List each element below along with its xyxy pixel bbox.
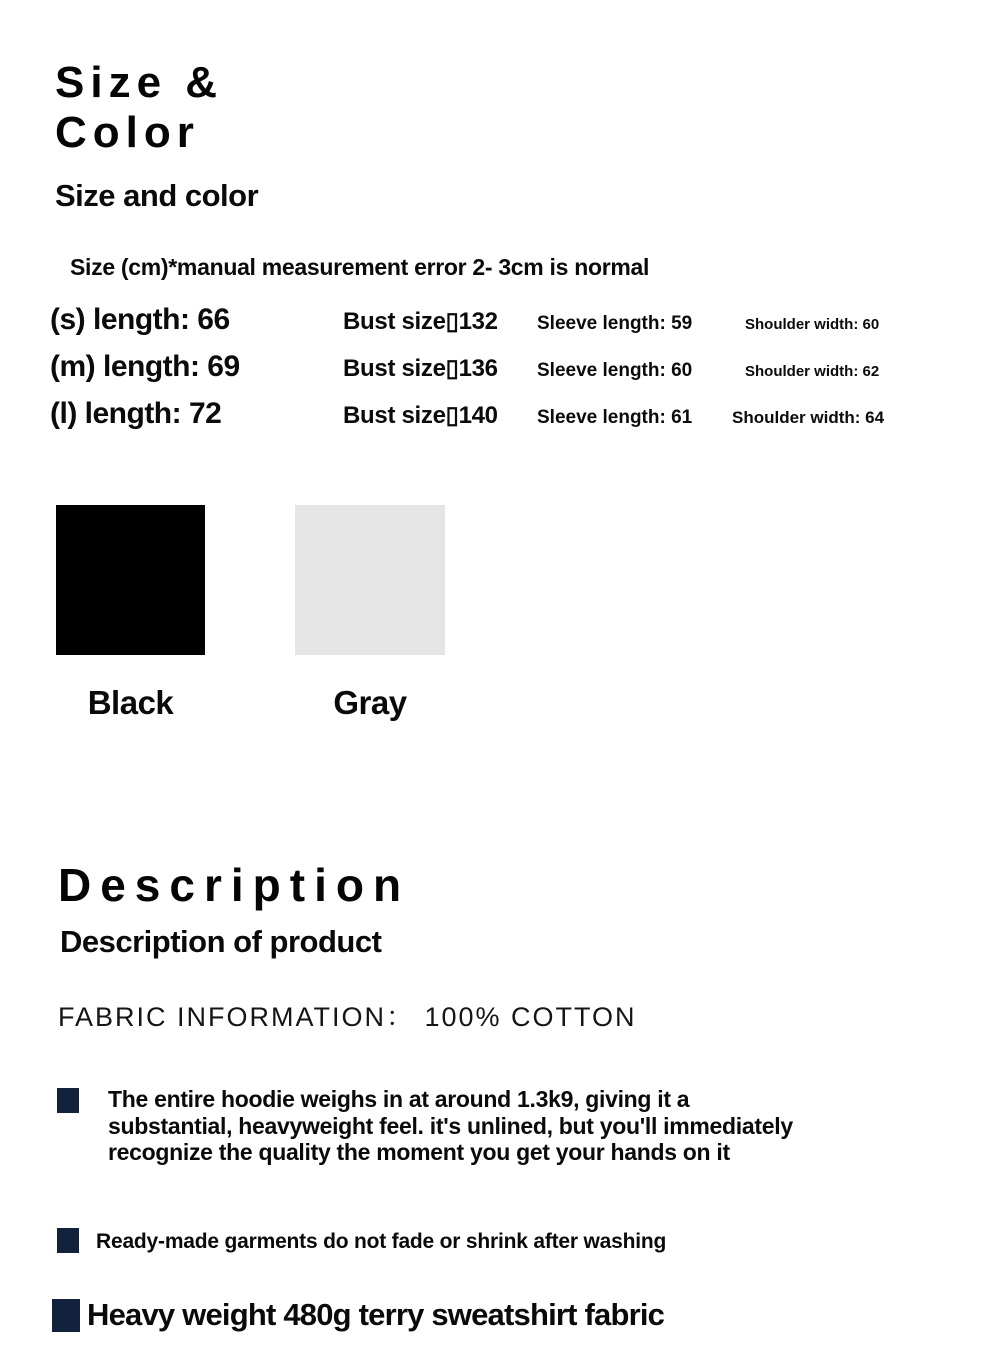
bust-size-value: Bust size▯140 — [343, 402, 498, 429]
bullet-line: substantial, heavyweight feel. it's unlined, but you'll immediately — [108, 1112, 793, 1139]
bullet-line: The entire hoodie weighs in at around 1.3k9, giving it a — [108, 1086, 690, 1112]
shoulder-width-value: Shoulder width: 64 — [732, 408, 885, 427]
bullet-line: recognize the quality the moment you get your hands on it — [108, 1139, 730, 1165]
shoulder-width-value: Shoulder width: 62 — [745, 363, 880, 380]
bullet-weight-description — [108, 1086, 938, 1166]
color-swatch-black — [56, 505, 205, 655]
description-section-title: Description — [58, 859, 411, 911]
fabric-information: FABRIC INFORMATION： 100% COTTON — [58, 1002, 637, 1032]
bullet-square-icon — [57, 1228, 79, 1253]
sleeve-length-value: Sleeve length: 61 — [537, 407, 693, 428]
size-color-title-line2: Color — [55, 108, 200, 157]
measurement-note: Size (cm)*manual measurement error 2- 3cm is normal — [70, 254, 650, 280]
bullet-square-icon — [52, 1299, 80, 1332]
length-value: (s) length: 66 — [50, 303, 230, 336]
sleeve-length-value: Sleeve length: 60 — [537, 360, 693, 381]
size-color-section-title — [55, 58, 223, 158]
sleeve-length-value: Sleeve length: 59 — [537, 313, 693, 334]
size-color-title-line1: Size & — [55, 58, 224, 107]
bust-size-value: Bust size▯132 — [343, 308, 498, 335]
size-row-s — [50, 303, 980, 337]
bust-size-value: Bust size▯136 — [343, 355, 498, 382]
length-value: (m) length: 69 — [50, 350, 240, 383]
size-color-subtitle: Size and color — [55, 178, 259, 213]
description-subtitle: Description of product — [60, 924, 382, 959]
color-label-gray: Gray — [333, 684, 407, 721]
size-row-l — [50, 397, 980, 431]
bullet-washing-note: Ready-made garments do not fade or shrink after washing — [96, 1230, 667, 1253]
bullet-fabric-weight: Heavy weight 480g terry sweatshirt fabric — [87, 1297, 665, 1332]
color-swatch-gray — [295, 505, 445, 655]
color-label-black: Black — [87, 684, 174, 721]
bullet-square-icon — [57, 1088, 79, 1113]
size-row-m — [50, 350, 980, 384]
length-value: (l) length: 72 — [50, 397, 222, 430]
shoulder-width-value: Shoulder width: 60 — [745, 316, 880, 333]
